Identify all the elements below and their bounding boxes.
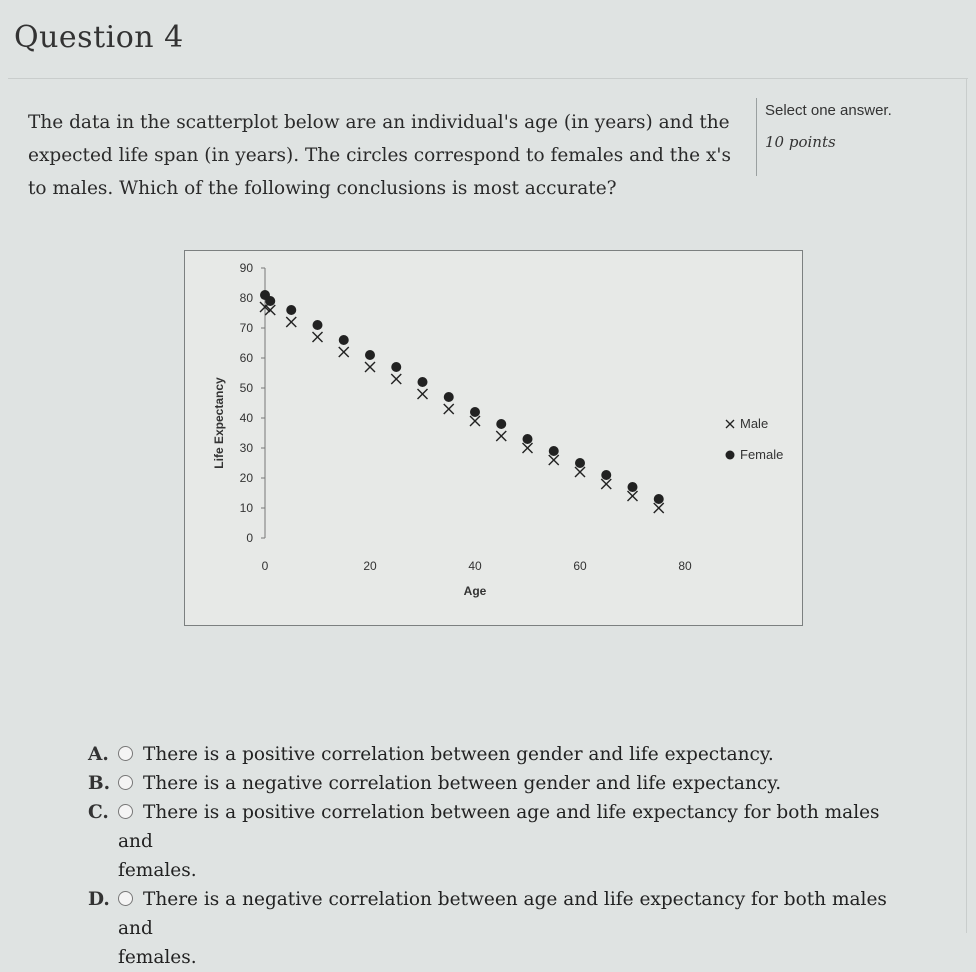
male-data-point (654, 503, 664, 513)
answer-text-continuation: females. (118, 947, 197, 968)
x-tick-label: 60 (573, 559, 587, 573)
female-data-point (313, 320, 323, 330)
female-data-point (391, 362, 401, 372)
male-data-point (286, 317, 296, 327)
female-data-point (418, 377, 428, 387)
question-title: Question 4 (14, 20, 184, 55)
y-tick-label: 80 (239, 291, 253, 305)
male-data-point (339, 347, 349, 357)
x-tick-label: 0 (261, 559, 269, 573)
answer-text: There is a positive correlation between age and life expectancy for both males and (118, 802, 880, 852)
x-tick-label: 40 (468, 559, 482, 573)
y-tick-label: 90 (239, 261, 253, 275)
female-data-point (549, 446, 559, 456)
female-data-point (339, 335, 349, 345)
answer-letter: D. (88, 889, 110, 910)
answer-letter: C. (88, 802, 109, 823)
chart-canvas (185, 251, 802, 625)
scatterplot-chart (184, 250, 803, 626)
answer-text-continuation: females. (118, 860, 197, 881)
female-data-point (628, 482, 638, 492)
legend-female-label: Female (740, 447, 784, 462)
male-data-point (444, 404, 454, 414)
frame-divider-top (8, 78, 968, 79)
male-data-point (549, 455, 559, 465)
answer-letter: B. (88, 773, 111, 794)
x-axis-title: Age (463, 584, 487, 598)
points-label: 10 points (765, 133, 836, 151)
answer-text: There is a negative correlation between age and life expectancy for both males and (118, 889, 887, 939)
male-data-point (523, 443, 533, 453)
x-tick-label: 80 (678, 559, 692, 573)
answer-option-d[interactable] (88, 885, 908, 972)
y-tick-label: 60 (239, 351, 253, 365)
answer-option-a[interactable] (88, 740, 908, 769)
question-text: The data in the scatterplot below are an individual's age (in years) and the expected life span (in years). The circles correspond to females and the x's to males. Which of the following conclusions is most accurate? (28, 112, 731, 199)
female-data-point (286, 305, 296, 315)
y-tick-label: 10 (239, 501, 253, 515)
legend-female-marker (726, 451, 735, 460)
male-data-point (496, 431, 506, 441)
legend-male-marker (726, 420, 734, 428)
female-data-point (365, 350, 375, 360)
select-one-label: Select one answer. (765, 102, 892, 119)
male-data-point (313, 332, 323, 342)
y-tick-label: 50 (239, 381, 253, 395)
y-tick-label: 20 (239, 471, 253, 485)
answer-option-c[interactable] (88, 798, 908, 885)
radio-button-b[interactable] (118, 775, 133, 790)
frame-divider-right (966, 78, 967, 933)
legend-male-label: Male (740, 416, 769, 431)
male-data-point (391, 374, 401, 384)
female-data-point (575, 458, 585, 468)
male-data-point (470, 416, 480, 426)
female-data-point (444, 392, 454, 402)
male-data-point (601, 479, 611, 489)
female-data-point (470, 407, 480, 417)
answer-option-b[interactable] (88, 769, 908, 798)
radio-button-a[interactable] (118, 746, 133, 761)
female-data-point (523, 434, 533, 444)
y-axis-title: Life Expectancy (212, 377, 226, 469)
y-tick-label: 70 (239, 321, 253, 335)
y-tick-label: 30 (239, 441, 253, 455)
female-data-point (601, 470, 611, 480)
answer-letter: A. (88, 744, 109, 765)
female-data-point (654, 494, 664, 504)
male-data-point (265, 305, 275, 315)
answer-options (88, 740, 908, 972)
answer-text: There is a positive correlation between gender and life expectancy. (143, 744, 774, 765)
male-data-point (365, 362, 375, 372)
radio-button-d[interactable] (118, 891, 133, 906)
female-data-point (265, 296, 275, 306)
x-tick-label: 20 (363, 559, 377, 573)
y-tick-label: 40 (239, 411, 253, 425)
female-data-point (496, 419, 506, 429)
male-data-point (628, 491, 638, 501)
answer-text: There is a negative correlation between gender and life expectancy. (143, 773, 782, 794)
radio-button-c[interactable] (118, 804, 133, 819)
question-meta-panel (756, 98, 892, 176)
y-tick-label: 0 (246, 531, 253, 545)
male-data-point (575, 467, 585, 477)
male-data-point (418, 389, 428, 399)
